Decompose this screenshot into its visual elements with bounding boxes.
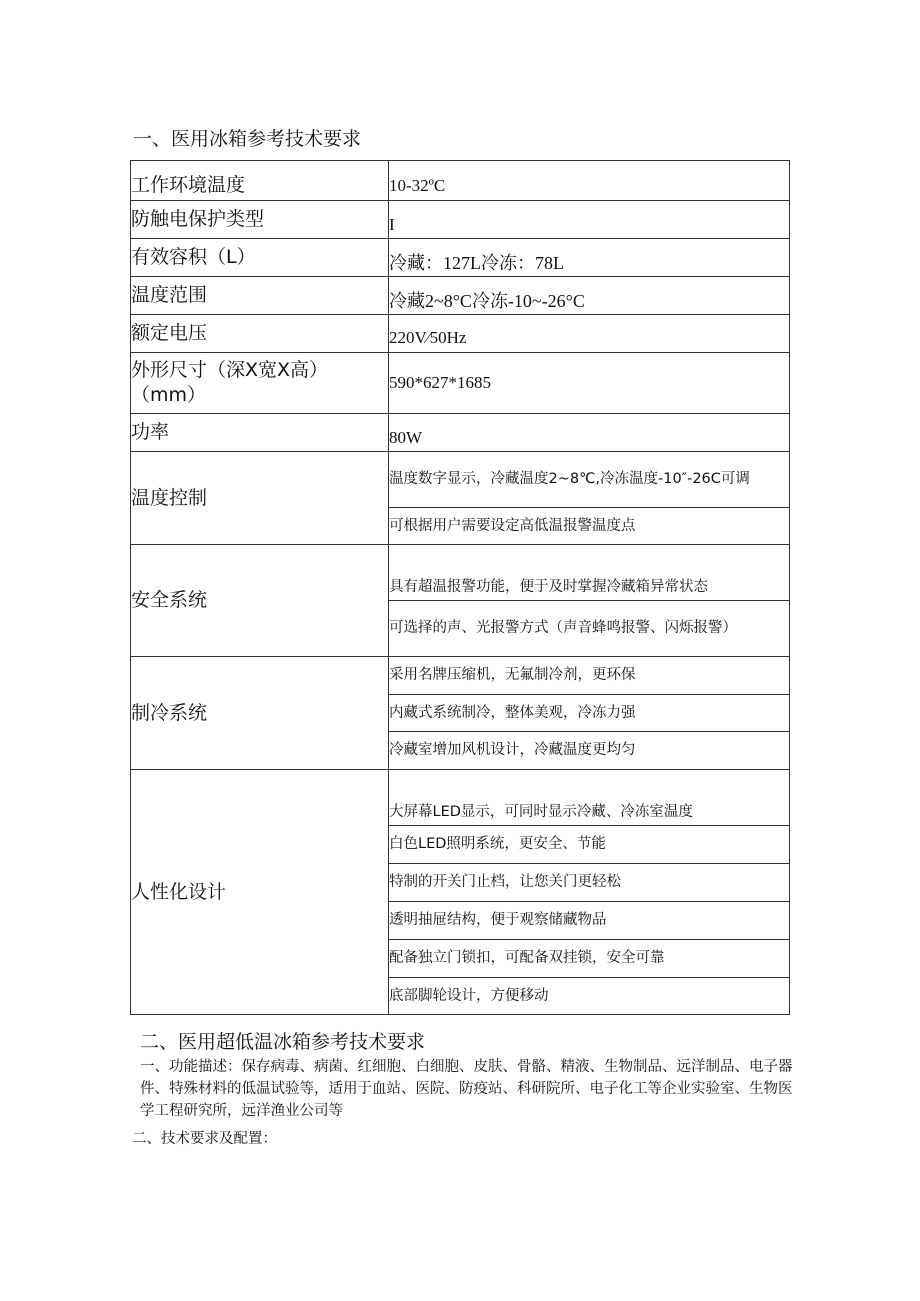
row-value: 10-32ºC [389,161,790,201]
table-row [131,277,790,315]
table-row [131,414,790,452]
row-value: 220V∕50Hz [389,315,790,353]
group-item: 可选择的声、光报警方式（声音蜂鸣报警、闪烁报警） [389,601,790,657]
table-row [131,239,790,277]
group-item: 内藏式系统制冷，整体美观，冷冻力强 [389,695,790,732]
row-label: 有效容积（L） [131,239,389,277]
tech-requirements-heading: 二、技术要求及配置： [132,1131,277,1147]
section2-title: 二、医用超低温冰箱参考技术要求 [140,1031,426,1053]
table-row [131,770,790,826]
row-label: 外形尺寸（深X宽X高）（mm） [131,353,389,414]
group-item: 具有超温报警功能，便于及时掌握冷藏箱异常状态 [389,545,790,601]
table-row [131,545,790,601]
section1-title: 一、医用冰箱参考技术要求 [133,128,362,150]
row-label: 额定电压 [131,315,389,353]
group-item: 温度数字显示，冷藏温度2~8℃,冷冻温度-10″-26C可调 [389,452,790,508]
group-item: 冷藏室增加风机设计，冷藏温度更均匀 [389,732,790,770]
table-row [131,657,790,695]
table-row [131,201,790,239]
row-value: 590*627*1685 [389,353,790,414]
row-label: 防触电保护类型 [131,201,389,239]
spec-table [130,160,790,1015]
group-item: 配备独立门锁扣，可配备双挂锁，安全可靠 [389,940,790,978]
group-item: 采用名牌压缩机，无氟制冷剂，更环保 [389,657,790,695]
group-item: 底部脚轮设计，方便移动 [389,978,790,1015]
table-row [131,315,790,353]
row-label: 温度范围 [131,277,389,315]
table-row [131,452,790,508]
group-label-safety: 安全系统 [131,545,389,657]
row-label: 功率 [131,414,389,452]
table-row [131,161,790,201]
group-label-human: 人性化设计 [131,770,389,1015]
row-value: I [389,201,790,239]
row-value: 冷藏：127L冷冻：78L [389,239,790,277]
row-value: 80W [389,414,790,452]
group-item: 特制的开关门止档，让您关门更轻松 [389,864,790,902]
row-label: 工作环境温度 [131,161,389,201]
group-label-temp-control: 温度控制 [131,452,389,545]
row-value: 冷藏2~8°C冷冻-10~-26°C [389,277,790,315]
group-label-cooling: 制冷系统 [131,657,389,770]
group-item: 可根据用户需要设定高低温报警温度点 [389,508,790,545]
group-item: 大屏幕LED显示，可同时显示冷藏、冷冻室温度 [389,770,790,826]
group-item: 透明抽屉结构，便于观察储藏物品 [389,902,790,940]
group-item: 白色LED照明系统，更安全、节能 [389,826,790,864]
table-row [131,353,790,414]
function-description: 一、功能描述：保存病毒、病菌、红细胞、白细胞、皮肤、骨骼、精液、生物制品、远洋制品、电子器件、特殊材料的低温试验等，适用于血站、医院、防疫站、科研院所、电子化工等企业实验室、生物医学工程研究所，远洋渔业公司等 [140,1059,793,1119]
